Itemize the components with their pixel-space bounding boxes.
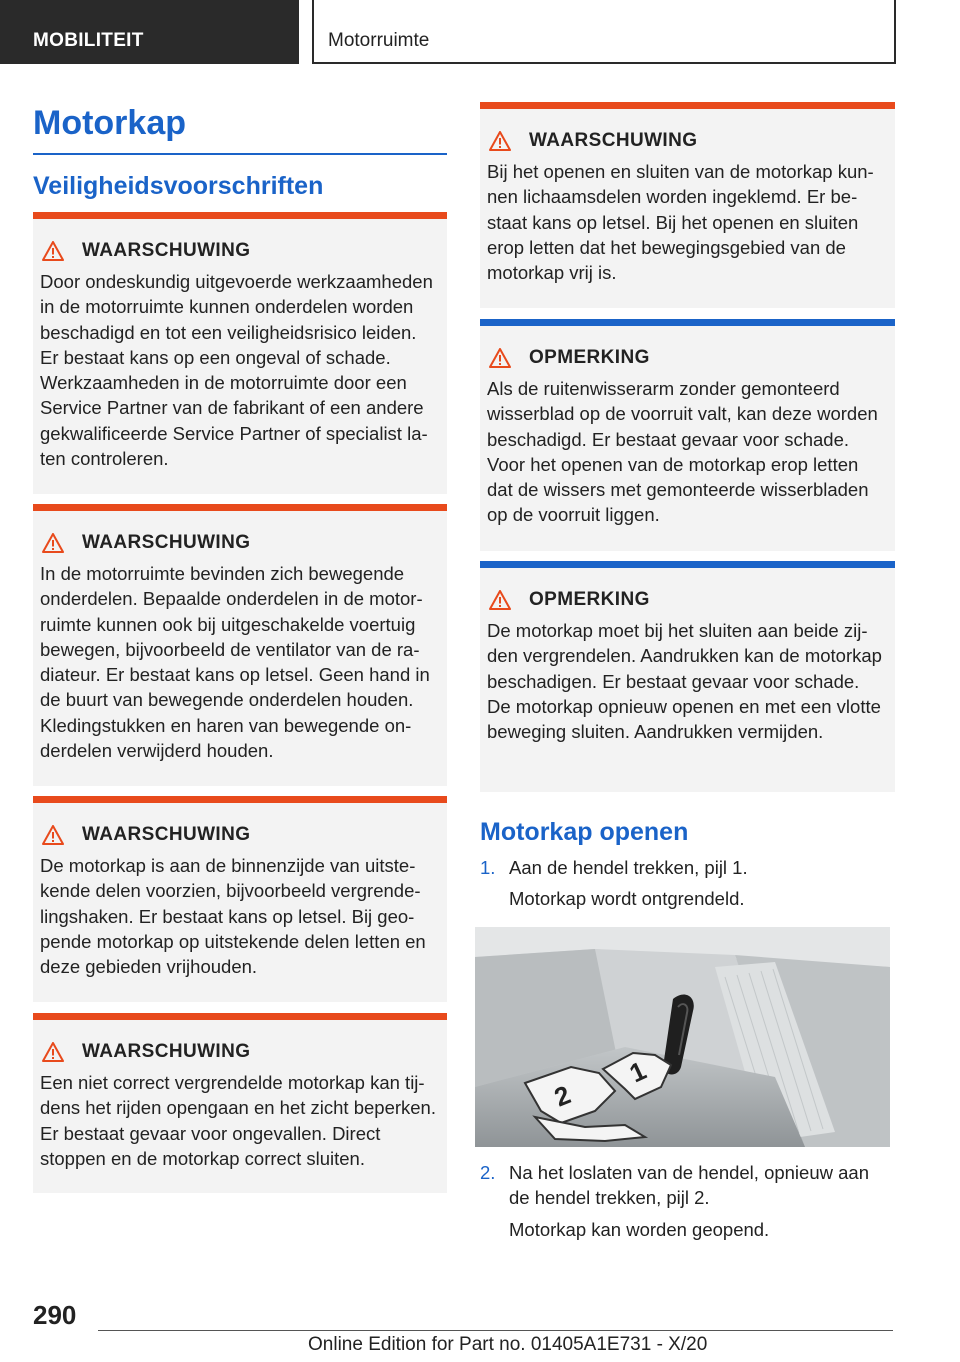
warning-notice (33, 504, 447, 786)
page-title: Motorkap (33, 104, 447, 155)
step-number: 2. (480, 1162, 496, 1183)
warning-triangle-icon (489, 348, 511, 368)
chapter-label: Motorruimte (328, 30, 430, 51)
section-heading-open: Motorkap openen (480, 818, 689, 846)
note-notice (480, 561, 895, 792)
notice-title: WAARSCHUWING (82, 1041, 251, 1062)
step-item (480, 855, 895, 915)
warning-triangle-icon (42, 533, 64, 553)
page-number: 290 (33, 1300, 77, 1330)
step-number: 1. (480, 857, 496, 878)
notice-text: De motorkap moet bij het sluiten aan beide zijden vergrendelen. Aandrukken kan de motorkap beschadigen. Er bestaat gevaar voor schade. De motorkap opnieuw openen en met een vlotte beweging sluiten. Aandrukken vermijden. (487, 620, 882, 743)
warning-triangle-icon (42, 241, 64, 261)
section-tab (0, 0, 299, 64)
warning-notice (33, 796, 447, 1002)
notice-text: Door ondeskundig uitgevoerde werkzaamheden in de motorruimte kunnen onderdelen worden beschadigd en tot een veiligheidsrisico leiden. Er bestaat kans op een ongeval of schade. Werkzaamheden in de motorruimte door een Service Partner van de fabrikant of een andere gekwalificeerde Service Partner of specialist laten controleren. (40, 271, 433, 470)
notice-title: OPMERKING (529, 589, 650, 610)
step-result: Motorkap wordt ontgrendeld. (509, 888, 745, 910)
notice-title: WAARSCHUWING (529, 130, 698, 151)
step-result: Motorkap kan worden geopend. (509, 1218, 770, 1240)
note-notice (480, 319, 895, 551)
footer-edition: Online Edition for Part no. 01405A1E731 - X/20 (308, 1334, 708, 1355)
warning-notice (33, 212, 447, 494)
notice-title: WAARSCHUWING (82, 824, 251, 845)
arrow-label: 2 (550, 1079, 575, 1113)
notice-title: WAARSCHUWING (82, 532, 251, 553)
notice-text: Een niet correct vergrendelde motorkap kan tijdens het rijden opengaan en het zicht beperken. Er bestaat gevaar voor ongevallen. Direct stoppen en de motorkap correct sluiten. (40, 1072, 436, 1169)
warning-triangle-icon (42, 825, 64, 845)
warning-notice (33, 1013, 447, 1193)
notice-title: WAARSCHUWING (82, 240, 251, 261)
notice-text: In de motorruimte bevinden zich bewegende onderdelen. Bepaalde onderdelen in de motorruimte kunnen ook bij uitgeschakelde voertuig bewegen, bijvoorbeeld de ventilator van de radiateur. Er bestaat kans op letsel. Geen hand in de buurt van bewegende onderdelen houden. Kledingstukken en haren van bewegende onderdelen verwijderd houden. (40, 563, 430, 762)
notice-text: Bij het openen en sluiten van de motorkap kunnen lichaamsdelen worden ingeklemd. Er bestaat kans op letsel. Bij het openen en sluiten erop letten dat het bewegingsgebied van de motorkap vrij is. (487, 161, 874, 284)
warning-triangle-icon (489, 131, 511, 151)
step-item (480, 1160, 895, 1250)
notice-text: De motorkap is aan de binnenzijde van uitstekende delen voorzien, bijvoorbeeld vergrendelingshaken. Er bestaat kans op letsel. Bij geopende motorkap op uitstekende delen letten en deze gebieden vrijhouden. (40, 855, 426, 978)
warning-triangle-icon (42, 1042, 64, 1062)
section-label: MOBILITEIT (33, 30, 144, 51)
chapter-tab (312, 0, 896, 64)
hood-release-figure (475, 927, 890, 1147)
arrow-label: 1 (624, 1055, 651, 1089)
footer-divider (98, 1330, 893, 1331)
section-heading-safety: Veiligheidsvoorschriften (33, 172, 324, 200)
notice-title: OPMERKING (529, 347, 650, 368)
hood-release-illustration (475, 927, 890, 1147)
warning-notice (480, 102, 895, 308)
notice-text: Als de ruitenwisserarm zonder gemonteerd wisserblad op de voorruit valt, kan deze worden beschadigd. Er bestaat gevaar voor schade. Voor het openen van de motorkap erop letten dat de wissers met gemonteerde wisserbladen op de voorruit liggen. (487, 378, 878, 526)
step-text: Aan de hendel trekken, pijl 1. (509, 857, 748, 878)
warning-triangle-icon (489, 590, 511, 610)
step-text: Na het loslaten van de hendel, opnieuw aan de hendel trekken, pijl 2. (509, 1162, 869, 1209)
